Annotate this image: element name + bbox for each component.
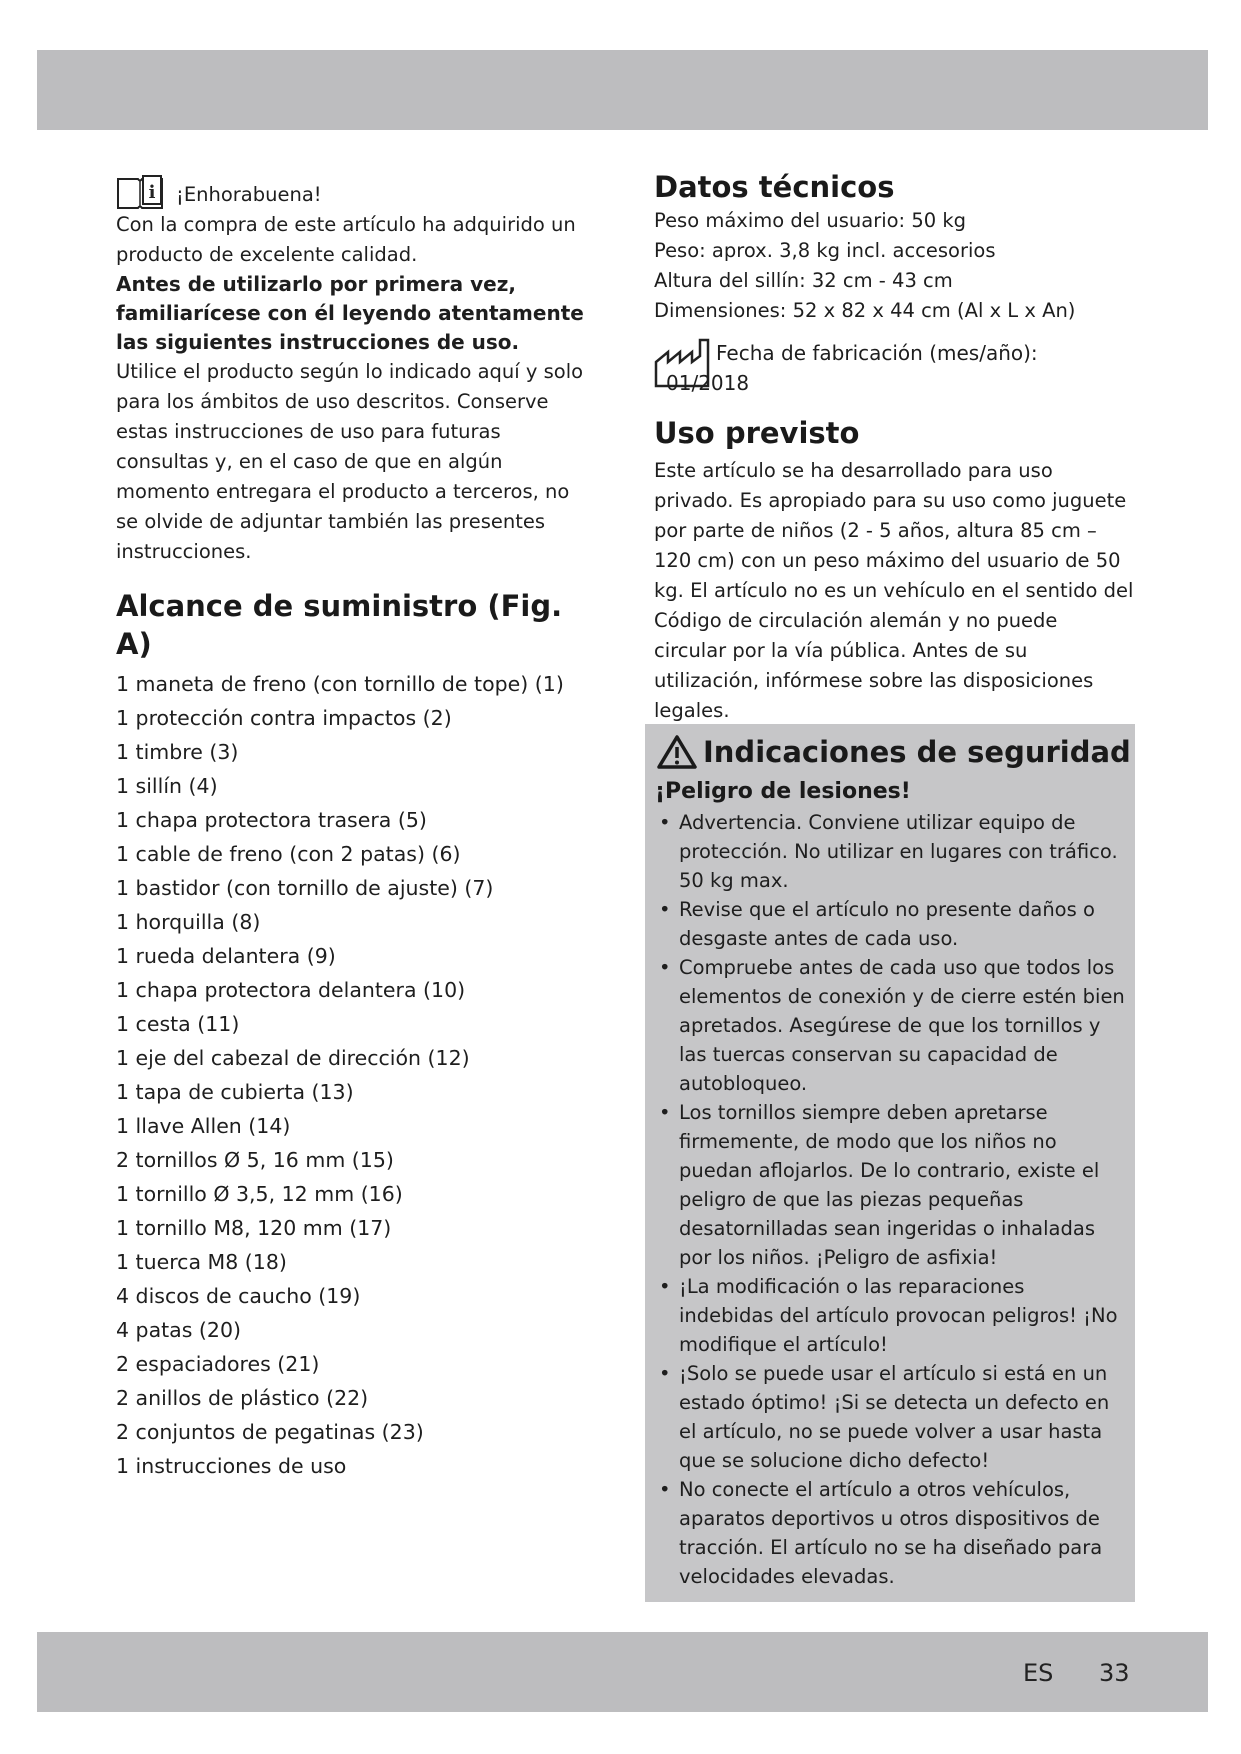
safety-title-row bbox=[657, 726, 1131, 778]
manufacture-label: Fecha de fabricación (mes/año): bbox=[716, 341, 1038, 365]
list-item: 1 llave Allen (14) bbox=[116, 1114, 291, 1138]
list-item: 1 sillín (4) bbox=[116, 774, 218, 798]
scope-title: Alcance de suministro (Fig. A) bbox=[116, 589, 563, 661]
page-number: 33 bbox=[1099, 1659, 1130, 1687]
manufacture-date-value: 01/2018 bbox=[666, 371, 750, 395]
list-item: 2 espaciadores (21) bbox=[116, 1352, 320, 1376]
list-item: 1 cable de freno (con 2 patas) (6) bbox=[116, 842, 461, 866]
list-item: • Advertencia. Conviene utilizar equipo de protección. No utilizar en lugares con tráfico. 50 kg max. bbox=[655, 808, 1125, 895]
list-item: 1 chapa protectora trasera (5) bbox=[116, 808, 427, 832]
list-item: 1 bastidor (con tornillo de ajuste) (7) bbox=[116, 876, 494, 900]
list-item: • Revise que el artículo no presente daños o desgaste antes de cada uso. bbox=[655, 895, 1125, 953]
use-text: Este artículo se ha desarrollado para uso privado. Es apropiado para su uso como juguete por parte de niños (2 - 5 años, altura 85 cm – 120 cm) con un peso máximo del usuario de 50 kg. El artículo no es un vehículo en el sentido del Código de circulación alemán y no puede circular por la vía pública. Antes de su utilización, infórmese sobre las disposiciones legales. bbox=[654, 459, 1134, 722]
tech-title: Datos técnicos bbox=[654, 170, 895, 204]
safety-bullets bbox=[655, 808, 1125, 1591]
list-item: 1 instrucciones de uso bbox=[116, 1454, 347, 1478]
list-item: 1 tuerca M8 (18) bbox=[116, 1250, 287, 1274]
svg-text:i: i bbox=[148, 182, 156, 203]
list-item: 1 cesta (11) bbox=[116, 1012, 240, 1036]
list-item: 1 tornillo Ø 3,5, 12 mm (16) bbox=[116, 1182, 403, 1206]
list-item: 1 tapa de cubierta (13) bbox=[116, 1080, 354, 1104]
list-item: 1 maneta de freno (con tornillo de tope) (1) bbox=[116, 672, 564, 696]
safety-title: Indicaciones de seguridad bbox=[703, 735, 1131, 769]
left-column bbox=[116, 168, 596, 1483]
list-item: 2 anillos de plástico (22) bbox=[116, 1386, 369, 1410]
language-code: ES bbox=[1023, 1659, 1054, 1687]
list-item: • No conecte el artículo a otros vehículos, aparatos deportivos u otros dispositivos de tracción. El artículo no se ha diseñado para velocidades elevadas. bbox=[655, 1475, 1125, 1591]
list-item: 1 timbre (3) bbox=[116, 740, 239, 764]
use-title: Uso previsto bbox=[654, 416, 860, 450]
list-item: 4 patas (20) bbox=[116, 1318, 242, 1342]
list-item: • Los tornillos siempre deben apretarse firmemente, de modo que los niños no puedan aflojarlos. De lo contrario, existe el peligro de que las piezas pequeñas desatornilladas sean ingeridas o inhaladas por los niños. ¡Peligro de asfixia! bbox=[655, 1098, 1125, 1272]
list-item: 1 eje del cabezal de dirección (12) bbox=[116, 1046, 470, 1070]
list-item: 1 rueda delantera (9) bbox=[116, 944, 336, 968]
list-item: • ¡La modificación o las reparaciones indebidas del artículo provocan peligros! ¡No modifique el artículo! bbox=[655, 1272, 1125, 1359]
info-manual-icon bbox=[116, 174, 164, 210]
intro-bold-instruction: Antes de utilizarlo por primera vez, familiarícese con él leyendo atentamente las siguientes instrucciones de uso. bbox=[116, 272, 584, 354]
tech-line: Peso máximo del usuario: 50 kg bbox=[654, 209, 967, 232]
safety-subtitle: ¡Peligro de lesiones! bbox=[655, 779, 911, 804]
list-item: 1 horquilla (8) bbox=[116, 910, 261, 934]
intro-heading-row bbox=[116, 168, 596, 210]
safety-box bbox=[645, 724, 1135, 1602]
intro-paragraph-1: Con la compra de este artículo ha adquirido un producto de excelente calidad. bbox=[116, 213, 576, 266]
right-column bbox=[654, 168, 1134, 726]
manufacture-date bbox=[654, 338, 1134, 400]
warning-triangle-icon bbox=[657, 734, 697, 770]
tech-line: Altura del sillín: 32 cm - 43 cm bbox=[654, 269, 953, 292]
footer-band bbox=[37, 1632, 1208, 1712]
intro-heading: ¡Enhorabuena! bbox=[176, 183, 322, 206]
list-item: • ¡Solo se puede usar el artículo si está en un estado óptimo! ¡Si se detecta un defecto en el artículo, no se puede volver a usar hasta que se solucione dicho defecto! bbox=[655, 1359, 1125, 1475]
list-item: 1 protección contra impactos (2) bbox=[116, 706, 452, 730]
scope-list bbox=[116, 667, 596, 1483]
list-item: • Compruebe antes de cada uso que todos los elementos de conexión y de cierre estén bien apretados. Asegúrese de que los tornillos y las tuercas conservan su capacidad de autobloqueo. bbox=[655, 953, 1125, 1098]
list-item: 1 tornillo M8, 120 mm (17) bbox=[116, 1216, 392, 1240]
list-item: 1 chapa protectora delantera (10) bbox=[116, 978, 466, 1002]
list-item: 2 conjuntos de pegatinas (23) bbox=[116, 1420, 424, 1444]
header-band bbox=[37, 50, 1208, 130]
intro-paragraph-2: Utilice el producto según lo indicado aquí y solo para los ámbitos de uso descritos. Conserve estas instrucciones de uso para futuras consultas y, en el caso de que en algún momento entregara el producto a terceros, no se olvide de adjuntar también las presentes instrucciones. bbox=[116, 360, 584, 563]
list-item: 4 discos de caucho (19) bbox=[116, 1284, 361, 1308]
tech-line: Dimensiones: 52 x 82 x 44 cm (Al x L x An) bbox=[654, 299, 1076, 322]
list-item: 2 tornillos Ø 5, 16 mm (15) bbox=[116, 1148, 394, 1172]
tech-line: Peso: aprox. 3,8 kg incl. accesorios bbox=[654, 239, 996, 262]
